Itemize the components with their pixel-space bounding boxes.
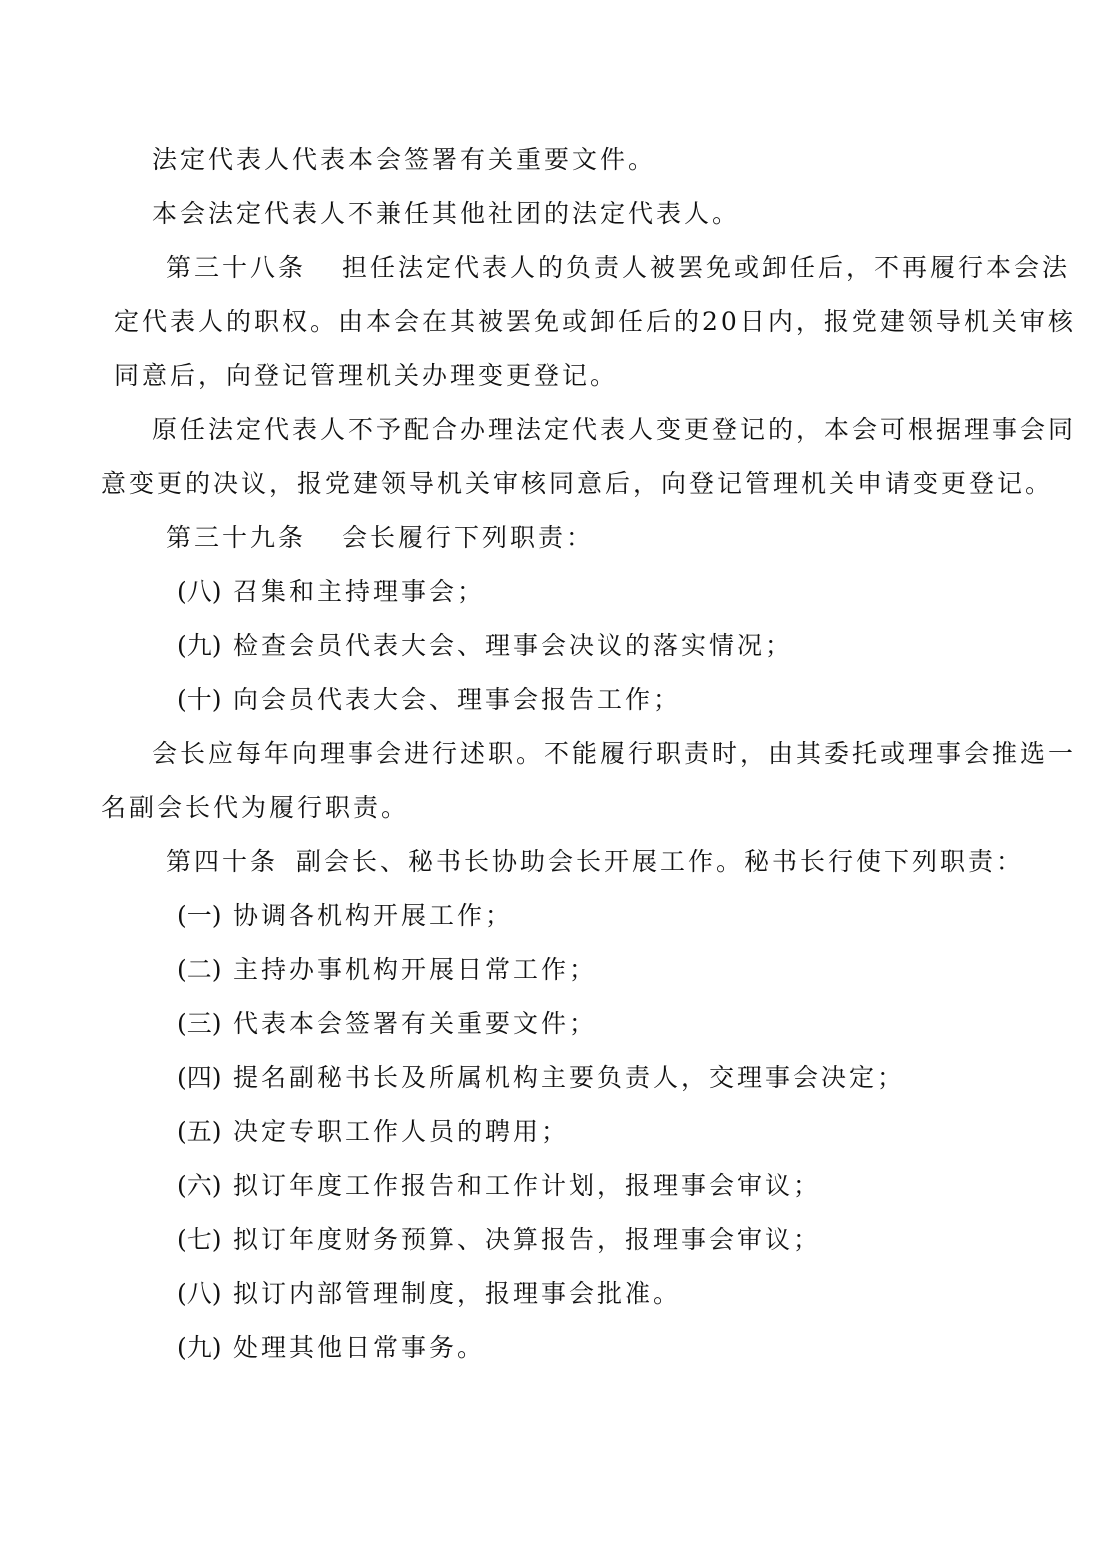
article-38-text: 担任法定代表人的负责人被罢免或卸任后，不再履行本会法 (342, 253, 1071, 282)
list-item (177, 1008, 597, 1040)
list-item (177, 630, 793, 662)
list-item (177, 900, 513, 932)
list-item-number: (十) (177, 685, 222, 714)
list-item (177, 684, 681, 716)
list-item-number: (九) (177, 631, 222, 660)
list-item-number: (七) (177, 1225, 222, 1254)
article-38-title: 第三十八条 (166, 253, 307, 282)
list-item (177, 1224, 821, 1256)
list-item-text: 向会员代表大会、理事会报告工作； (233, 685, 682, 714)
list-item-text: 拟订年度财务预算、决算报告，报理事会审议； (233, 1225, 822, 1254)
list-item-number: (八) (177, 577, 222, 606)
article-38-line (166, 252, 1070, 284)
list-item-text: 提名副秘书长及所属机构主要负责人，交理事会决定； (233, 1063, 906, 1092)
list-item-text: 代表本会签署有关重要文件； (233, 1009, 598, 1038)
list-item-text: 决定专职工作人员的聘用； (233, 1117, 570, 1146)
article-40-line (166, 846, 1024, 878)
list-item (177, 1062, 905, 1094)
article-39-title: 第三十九条 (166, 523, 307, 552)
list-item-number: (九) (177, 1333, 222, 1362)
list-item-text: 召集和主持理事会； (233, 577, 486, 606)
list-item-text: 检查会员代表大会、理事会决议的落实情况； (233, 631, 794, 660)
paragraph-line: 本会法定代表人不兼任其他社团的法定代表人。 (152, 199, 741, 228)
paragraph-line: 意变更的决议，报党建领导机关审核同意后，向登记管理机关申请变更登记。 (101, 469, 1054, 498)
list-item-text: 处理其他日常事务。 (233, 1333, 486, 1362)
article-39-text: 会长履行下列职责： (342, 523, 595, 552)
list-item-number: (四) (177, 1063, 222, 1092)
list-item (177, 1170, 821, 1202)
list-item (177, 1278, 681, 1310)
paragraph-line: 原任法定代表人不予配合办理法定代表人变更登记的，本会可根据理事会同 (152, 415, 1077, 444)
paragraph-line: 名副会长代为履行职责。 (101, 793, 410, 822)
paragraph-line: 定代表人的职权。由本会在其被罢免或卸任后的20日内，报党建领导机关审核 (114, 307, 1076, 336)
list-item (177, 1116, 569, 1148)
list-item-number: (一) (177, 901, 222, 930)
paragraph-line: 会长应每年向理事会进行述职。不能履行职责时，由其委托或理事会推选一 (152, 739, 1077, 768)
list-item (177, 954, 597, 986)
list-item-number: (八) (177, 1279, 222, 1308)
list-item-number: (三) (177, 1009, 222, 1038)
list-item-number: (五) (177, 1117, 222, 1146)
list-item (177, 576, 485, 608)
list-item-text: 主持办事机构开展日常工作； (233, 955, 598, 984)
list-item-text: 协调各机构开展工作； (233, 901, 514, 930)
list-item-text: 拟订内部管理制度，报理事会批准。 (233, 1279, 682, 1308)
article-40-title: 第四十条 (166, 847, 279, 876)
list-item-text: 拟订年度工作报告和工作计划，报理事会审议； (233, 1171, 822, 1200)
paragraph-line: 法定代表人代表本会签署有关重要文件。 (152, 145, 657, 174)
article-40-text: 副会长、秘书长协助会长开展工作。秘书长行使下列职责： (296, 847, 1025, 876)
list-item (177, 1332, 485, 1364)
list-item-number: (二) (177, 955, 222, 984)
paragraph-line: 同意后，向登记管理机关办理变更登记。 (114, 361, 619, 390)
list-item-number: (六) (177, 1171, 222, 1200)
article-39-line (166, 522, 594, 554)
